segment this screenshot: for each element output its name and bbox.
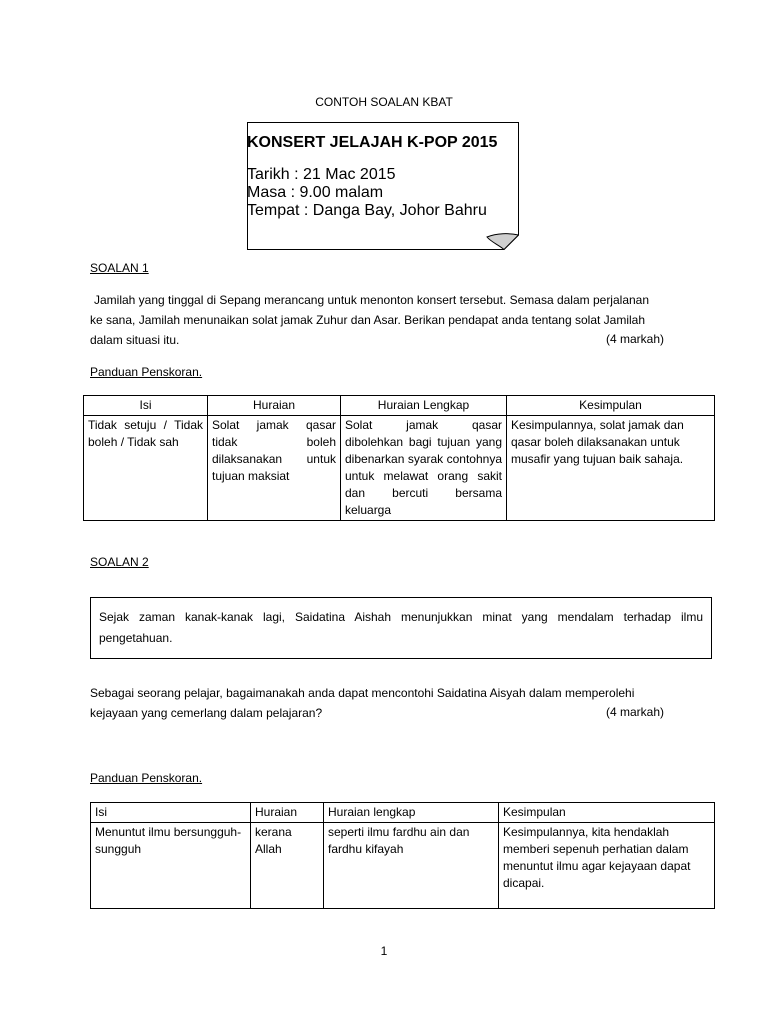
table-row (91, 823, 715, 909)
q2-text-line2: kejayaan yang cemerlang dalam pelajaran? (90, 706, 323, 720)
q1-text-line1: Jamilah yang tinggal di Sepang merancang untuk menonton konsert tersebut. Semasa dalam perjalanan (94, 293, 650, 307)
cell-huraian-lengkap: Solat jamak qasar dibolehkan bagi tujuan yang dibenarkan syarak contohnya untuk melawat orang sakit dan bercuti bersama keluarga (341, 416, 507, 521)
q1-marks: (4 markah) (606, 332, 665, 346)
q1-text-line3: dalam situasi itu. (90, 333, 180, 347)
q2-text-line1: Sebagai seorang pelajar, bagaimanakah anda dapat mencontohi Saidatina Aisyah dalam memperolehi (90, 686, 635, 700)
notice-card (247, 122, 519, 250)
q1-heading: SOALAN 1 (90, 261, 149, 275)
q1-guide-heading: Panduan Penskoran. (90, 365, 203, 379)
header-huraian-lengkap: Huraian Lengkap (341, 396, 507, 416)
notice-time: Masa : 9.00 malam (247, 184, 384, 201)
table-row (84, 416, 715, 521)
cell-kesimpulan: Kesimpulannya, solat jamak dan qasar boleh dilaksanakan untuk musafir yang tujuan baik sahaja. (507, 416, 715, 521)
q2-passage-box (90, 597, 712, 659)
table-header-row (91, 803, 715, 823)
header-isi: Isi (84, 396, 208, 416)
q1-scoring-table (83, 395, 715, 521)
cell-huraian: kerana Allah (251, 823, 324, 909)
cell-huraian: Solat jamak qasar tidak boleh dilaksanakan untuk tujuan maksiat (208, 416, 341, 521)
header-huraian: Huraian (208, 396, 341, 416)
cell-huraian-lengkap: seperti ilmu fardhu ain dan fardhu kifayah (324, 823, 499, 909)
notice-title: KONSERT JELAJAH K-POP 2015 (247, 134, 498, 151)
q2-passage-text: Sejak zaman kanak-kanak lagi, Saidatina Aishah menunjukkan minat yang mendalam terhadap ilmu pengetahuan. (99, 610, 703, 645)
header-huraian: Huraian (251, 803, 324, 823)
table-header-row (84, 396, 715, 416)
header-huraian-lengkap: Huraian lengkap (324, 803, 499, 823)
q2-marks: (4 markah) (606, 705, 665, 719)
page-number: 1 (380, 944, 388, 958)
cell-isi: Tidak setuju / Tidak boleh / Tidak sah (84, 416, 208, 521)
q2-scoring-table (90, 802, 715, 909)
q1-text-line2: ke sana, Jamilah menunaikan solat jamak Zuhur dan Asar. Berikan pendapat anda tentang solat Jamilah (90, 313, 646, 327)
header-isi: Isi (91, 803, 251, 823)
notice-venue: Tempat : Danga Bay, Johor Bahru (247, 202, 487, 219)
cell-isi: Menuntut ilmu bersungguh-sungguh (91, 823, 251, 909)
notice-date: Tarikh : 21 Mac 2015 (247, 166, 396, 183)
header-kesimpulan: Kesimpulan (499, 803, 715, 823)
document-title: CONTOH SOALAN KBAT (315, 95, 453, 109)
q2-guide-heading: Panduan Penskoran. (90, 771, 203, 785)
header-kesimpulan: Kesimpulan (507, 396, 715, 416)
q2-heading: SOALAN 2 (90, 555, 149, 569)
cell-kesimpulan: Kesimpulannya, kita hendaklah memberi sepenuh perhatian dalam menuntut ilmu agar kejayaan dapat dicapai. (499, 823, 715, 909)
